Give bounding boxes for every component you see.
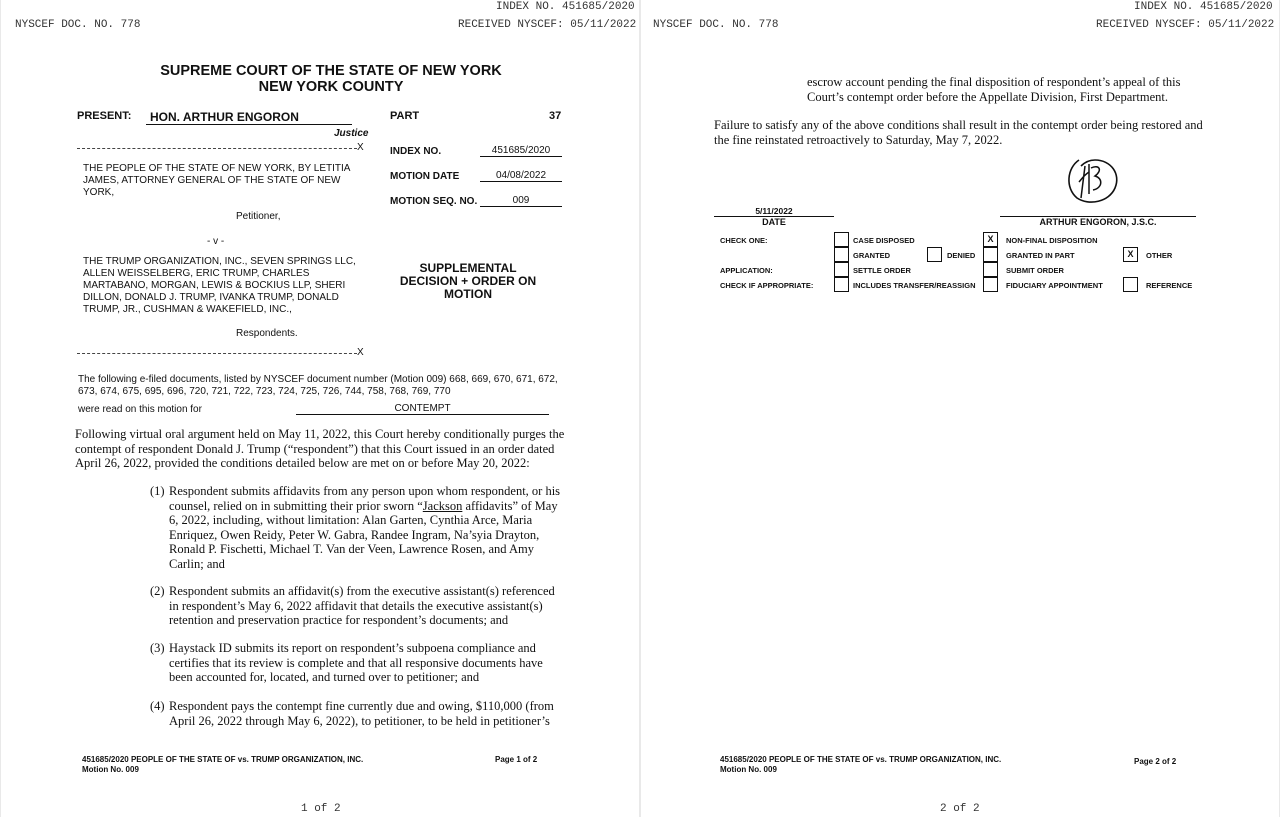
case-disposed-label: CASE DISPOSED — [853, 236, 915, 245]
caption-x-mark: X — [357, 142, 364, 153]
petitioner-names: THE PEOPLE OF THE STATE OF NEW YORK, BY LETITIA JAMES, ATTORNEY GENERAL OF THE STATE OF NEW YORK, — [83, 163, 350, 198]
motion-for-value: CONTEMPT — [296, 403, 549, 415]
court-county: NEW YORK COUNTY — [258, 79, 404, 95]
received-stamp: RECEIVED NYSCEF: 05/11/2022 — [1096, 19, 1275, 31]
index-stamp: INDEX NO. 451685/2020 — [496, 1, 635, 13]
index-no-value: 451685/2020 — [480, 145, 562, 157]
submit-order-checkbox[interactable] — [983, 262, 998, 277]
caption-x-mark-bottom: X — [357, 347, 364, 358]
granted-checkbox[interactable] — [834, 247, 849, 262]
condition-4-number: (4) — [150, 699, 165, 713]
non-final-label: NON-FINAL DISPOSITION — [1006, 236, 1098, 245]
court-title: SUPREME COURT OF THE STATE OF NEW YORK — [160, 63, 502, 79]
present-label: PRESENT: — [77, 110, 132, 122]
index-no-label: INDEX NO. — [390, 146, 442, 157]
reference-label: REFERENCE — [1146, 281, 1193, 290]
granted-in-part-checkbox[interactable] — [983, 247, 998, 262]
petitioner-label: Petitioner, — [236, 211, 281, 222]
part-number: 37 — [549, 110, 562, 122]
denied-checkbox[interactable] — [927, 247, 942, 262]
footer-motion: Motion No. 009 — [720, 765, 777, 774]
motion-seq-label: MOTION SEQ. NO. — [390, 196, 478, 207]
granted-in-part-label: GRANTED IN PART — [1006, 251, 1075, 260]
condition-2-number: (2) — [150, 584, 165, 598]
decision-title-2: DECISION + ORDER ON — [399, 274, 537, 288]
page-2 — [641, 0, 1279, 817]
index-stamp: INDEX NO. 451685/2020 — [1134, 1, 1273, 13]
page-1 — [1, 0, 639, 817]
read-on-label: were read on this motion for — [78, 404, 202, 415]
non-final-checkbox[interactable]: X — [983, 232, 998, 247]
judge-signature — [1059, 154, 1123, 208]
includes-transfer-label: INCLUDES TRANSFER/REASSIGN — [853, 281, 976, 290]
includes-transfer-checkbox[interactable] — [834, 277, 849, 292]
intro-paragraph: Following virtual oral argument held on May 11, 2022, this Court hereby conditionally purges the contempt of respondent Donald J. Trump (“respondent”) that this Court issued in an order dated April 26, 2022, provided the conditions detailed below are met on or before May 20, 2022: — [75, 427, 565, 471]
denied-label: DENIED — [947, 251, 976, 260]
footer-page: Page 1 of 2 — [495, 755, 538, 764]
respondent-label: Respondents. — [236, 328, 298, 339]
versus: - v - — [207, 236, 225, 247]
fiduciary-label: FIDUCIARY APPOINTMENT — [1006, 281, 1103, 290]
motion-seq-value: 009 — [480, 195, 562, 207]
motion-date-label: MOTION DATE — [390, 171, 460, 182]
other-checkbox[interactable]: X — [1123, 247, 1138, 262]
caption-divider-bottom — [77, 353, 357, 354]
footer-motion: Motion No. 009 — [82, 765, 139, 774]
page-indicator: 1 of 2 — [301, 803, 341, 815]
condition-3-text: Haystack ID submits its report on respondent’s subpoena compliance and certifies that its review is complete and that all responsive documents have been accounted for, located, and turned over to petitioner; and — [169, 641, 543, 685]
nyscef-doc-no: NYSCEF DOC. NO. 778 — [15, 19, 141, 31]
decision-title-3: MOTION — [444, 287, 492, 301]
justice-name: HON. ARTHUR ENGORON — [146, 110, 352, 125]
condition-2-text: Respondent submits an affidavit(s) from the executive assistant(s) referenced in respondent’s May 6, 2022 affidavit that details the executive assistant(s) retention and preservation practice for respondent’s documents; and — [169, 584, 555, 628]
reference-checkbox[interactable] — [1123, 277, 1138, 292]
condition-3 — [150, 641, 564, 685]
check-one-label: CHECK ONE: — [720, 236, 768, 245]
justice-label: Justice — [334, 128, 369, 139]
condition-2 — [150, 584, 564, 628]
jackson-case-name: Jackson — [422, 498, 463, 513]
settle-order-checkbox[interactable] — [834, 262, 849, 277]
fiduciary-checkbox[interactable] — [983, 277, 998, 292]
condition-1-text: Respondent submits affidavits from any person upon whom respondent, or his counsel, relied on in submitting their prior sworn “ — [169, 484, 561, 513]
part-label: PART — [390, 110, 420, 122]
received-stamp: RECEIVED NYSCEF: 05/11/2022 — [458, 19, 637, 31]
other-label: OTHER — [1146, 251, 1173, 260]
condition-1-number: (1) — [150, 484, 165, 498]
decision-title-1: SUPPLEMENTAL — [419, 261, 517, 275]
settle-order-label: SETTLE ORDER — [853, 266, 911, 275]
condition-1 — [150, 484, 564, 572]
caption-divider — [77, 148, 357, 149]
footer-case: 451685/2020 PEOPLE OF THE STATE OF vs. TRUMP ORGANIZATION, INC. — [720, 755, 1002, 764]
motion-date-value: 04/08/2022 — [480, 170, 562, 182]
submit-order-label: SUBMIT ORDER — [1006, 266, 1064, 275]
application-label: APPLICATION: — [720, 266, 773, 275]
footer-case: 451685/2020 PEOPLE OF THE STATE OF vs. TRUMP ORGANIZATION, INC. — [82, 755, 364, 764]
page-indicator: 2 of 2 — [940, 803, 980, 815]
condition-3-number: (3) — [150, 641, 165, 655]
respondent-names: THE TRUMP ORGANIZATION, INC., SEVEN SPRINGS LLC, ALLEN WEISSELBERG, ERIC TRUMP, CHARLES MARTABANO, MORGAN, LEWIS & BOCKIUS LLP, SHERI DILLON, DONALD J. TRUMP, IVANKA TRUMP, DONALD TRUMP, JR., CUSHMAN & WAKEFIELD, INC., — [83, 256, 356, 315]
granted-label: GRANTED — [853, 251, 891, 260]
case-disposed-checkbox[interactable] — [834, 232, 849, 247]
efiled-documents: The following e-filed documents, listed by NYSCEF document number (Motion 009) 668, 669, 670, 671, 672, 673, 674, 675, 695, 696, 720, 721, 722, 723, 724, 725, 726, 744, 758, 768, 769, 770 — [78, 374, 558, 397]
check-if-appropriate-label: CHECK IF APPROPRIATE: — [720, 281, 814, 290]
signed-date: 5/11/2022 — [755, 206, 793, 216]
nyscef-doc-no: NYSCEF DOC. NO. 778 — [653, 19, 779, 31]
condition-4 — [150, 699, 564, 728]
judge-label: ARTHUR ENGORON, J.S.C. — [1039, 217, 1157, 227]
footer-page: Page 2 of 2 — [1134, 757, 1177, 766]
date-label: DATE — [762, 217, 786, 227]
condition-1-text-cont: affidavits” of May 6, 2022, including, without limitation: Alan Garten, Cynthia Arce, Maria Enriquez, Owen Reidy, Peter W. Gabra, Randee Ingram, Na’syia Drayton, Ronald P. Fischetti, Michael T. Van der Veen, Lawrence Rosen, and Amy Carlin; and — [169, 498, 558, 571]
condition-4-text: Respondent pays the contempt fine currently due and owing, $110,000 (from April 26, 2022 through May 6, 2022), to petitioner, to be held in petitioner’s — [169, 699, 554, 728]
failure-paragraph: Failure to satisfy any of the above conditions shall result in the contempt order being restored and the fine reinstated retroactively to Saturday, May 7, 2022. — [714, 118, 1203, 147]
escrow-continuation: escrow account pending the final disposition of respondent’s appeal of this Court’s contempt order before the Appellate Division, First Department. — [807, 75, 1181, 104]
